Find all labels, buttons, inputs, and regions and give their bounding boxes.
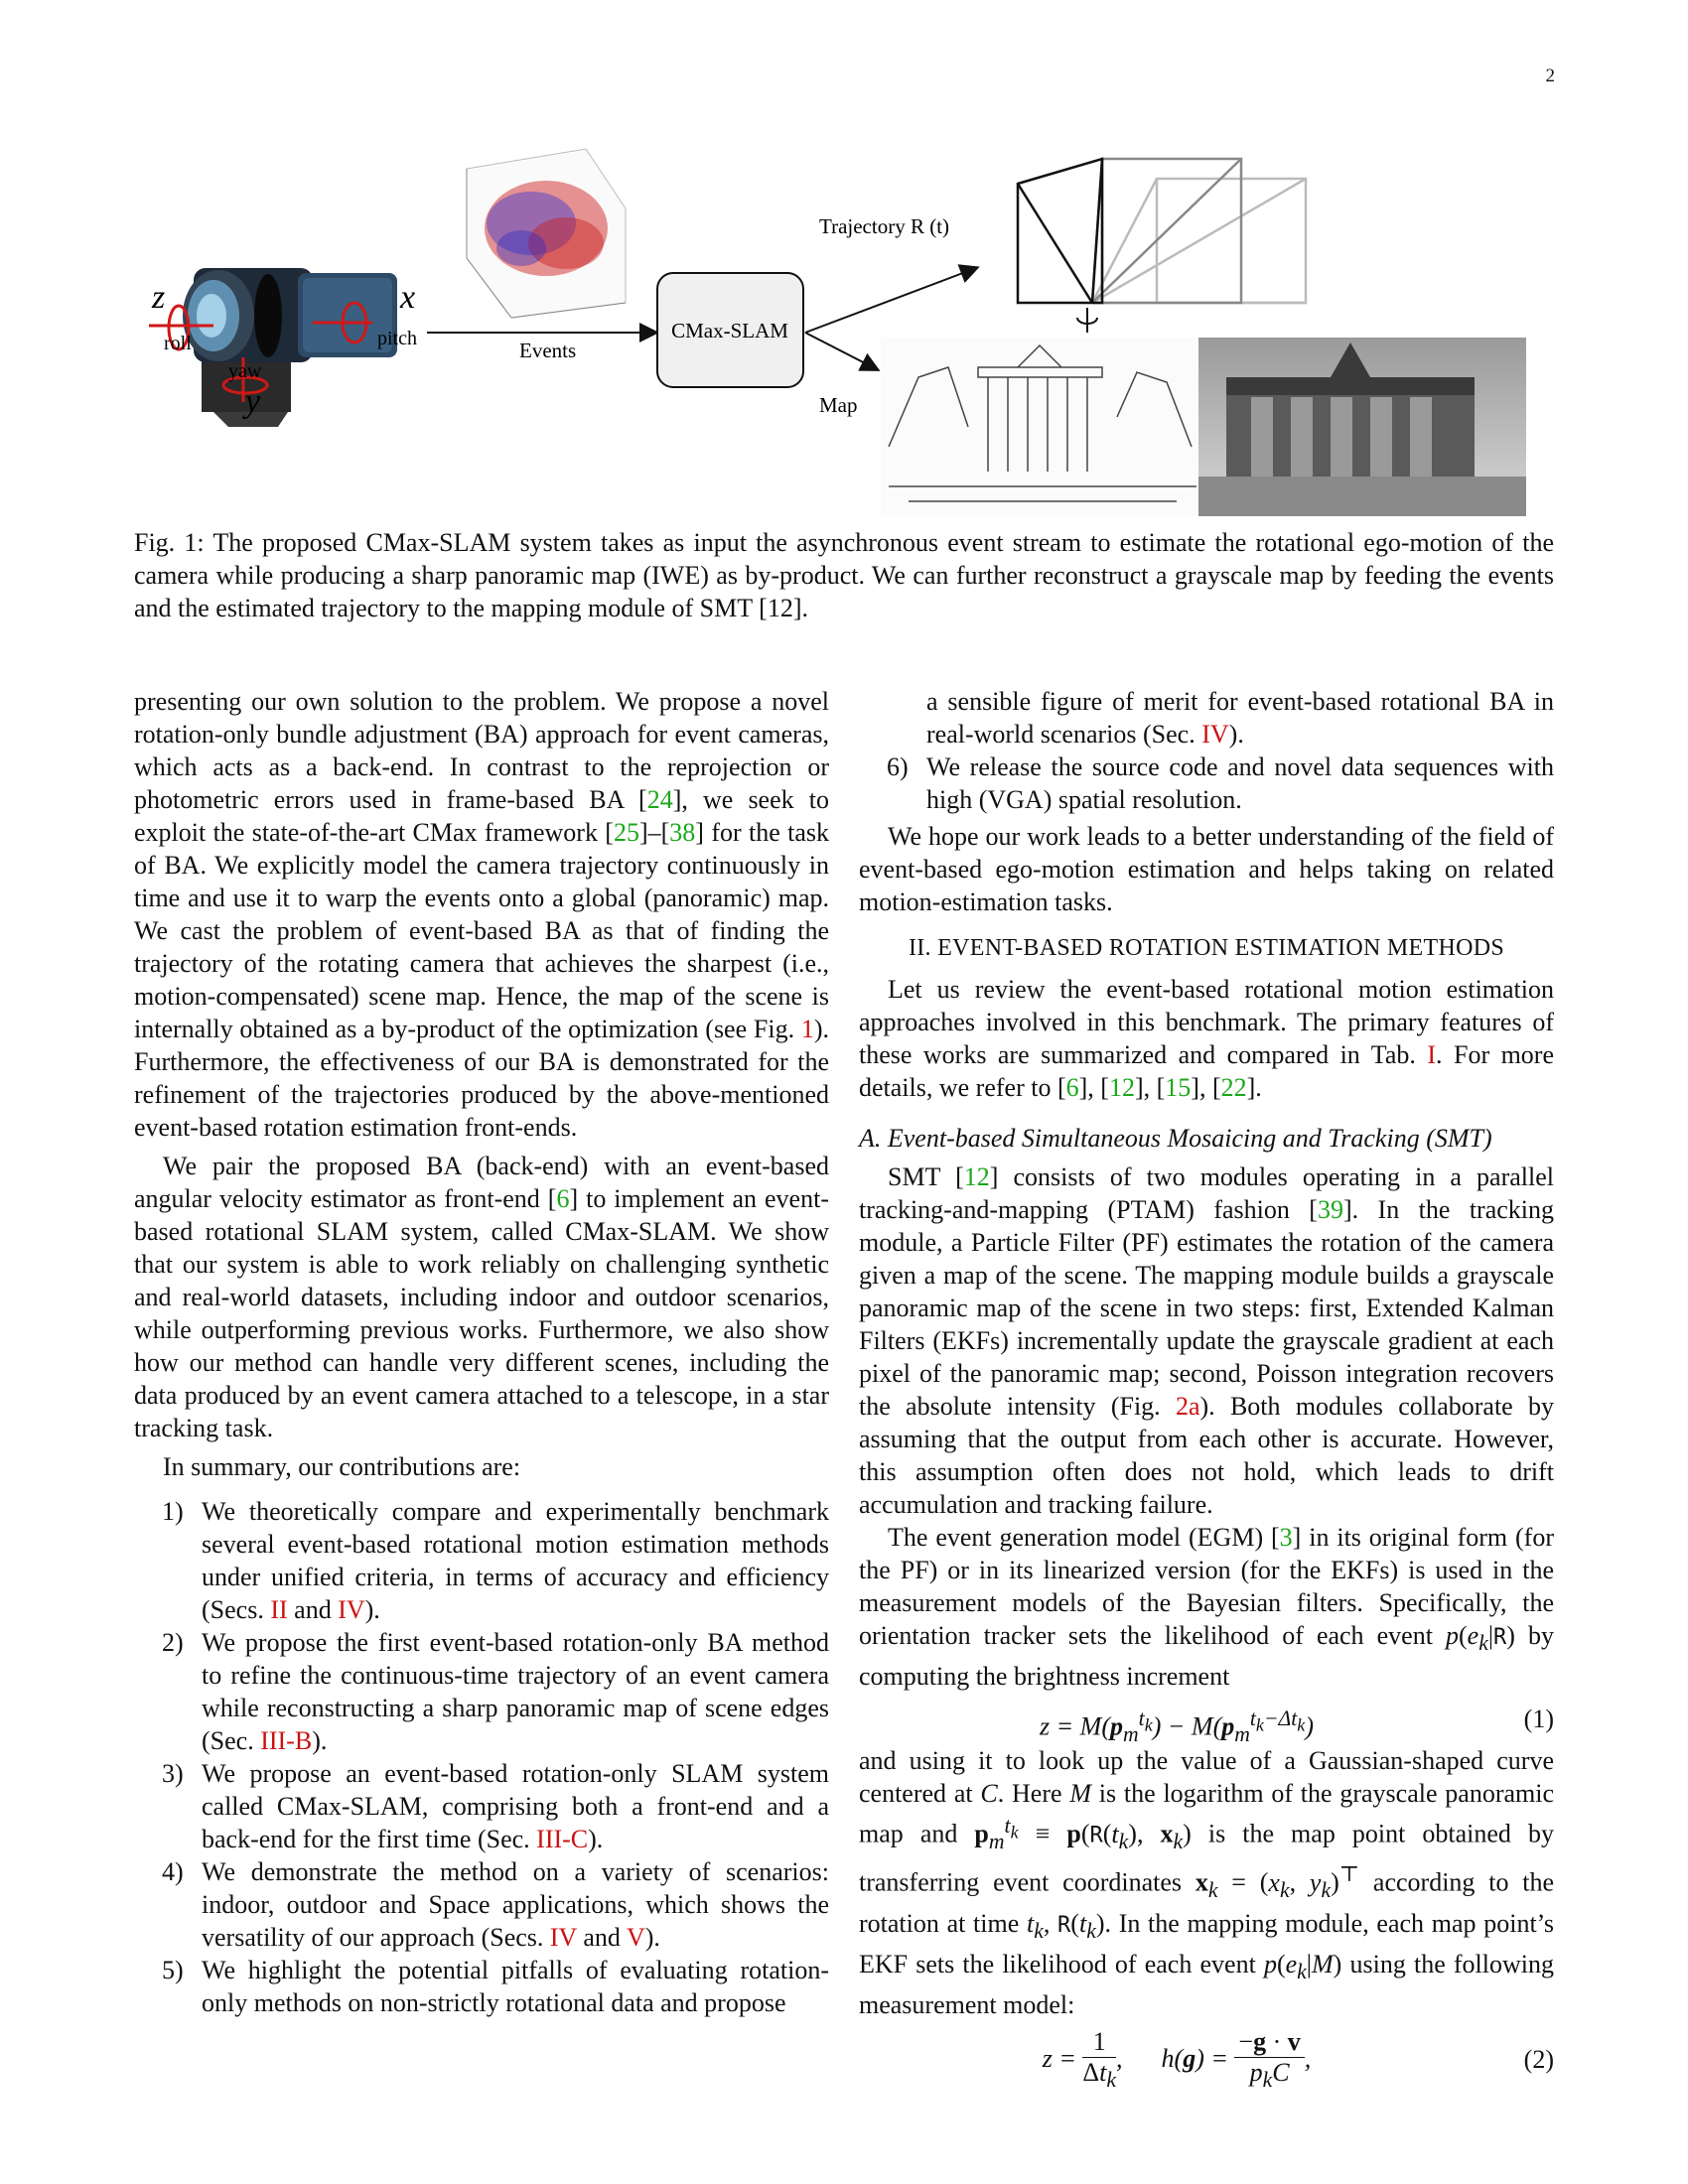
grayscale-panorama [1198,338,1526,516]
list-item: 5) We highlight the potential pitfalls of evaluating rotation-only methods on non-strictly rotational data and propose [162,1956,829,2017]
equation-number: (1) [1523,1705,1554,1734]
figure-caption: Fig. 1: The proposed CMax-SLAM system takes as input the asynchronous event stream to estimate the rotational ego-motion of the camera while producing a sharp panoramic map (IWE) as by-product. We can further reconstruct a grayscale map by feeding the events and the estimated trajectory to the mapping module of SMT [12]. [134,528,1554,622]
axis-label-z: z [152,279,166,316]
citation-link[interactable]: 25 [613,818,639,847]
citation-link[interactable]: 22 [1220,1073,1247,1102]
section-link[interactable]: IV [1201,720,1229,749]
trajectory-frustums [1018,159,1306,333]
subsection-heading: A. Event-based Simultaneous Mosaicing and Tracking (SMT) [859,1124,1492,1153]
paragraph-intro: presenting our own solution to the problem. We propose a novel rotation-only bundle adjustment (BA) approach for event cameras, which acts as a back-end. In contrast to the reprojection or photometric errors used in frame-based BA [24], we seek to exploit the state-of-the-art CMax framework [25]–[38] for the task of BA. We explicitly model the camera trajectory continuously in time and use it to warp the events onto a global (panoramic) map. We cast the problem of event-based BA as that of finding the trajectory of the rotating camera that achieves the sharpest (i.e., motion-compensated) scene map. Hence, the map of the scene is internally obtained as a by-product of the optimization (see Fig. 1). Furthermore, the effectiveness of our BA is demonstrated for the refinement of the trajectories produced by the above-mentioned event-based rotation estimation front-ends. [134,687,830,1142]
map-arrow [805,333,877,369]
citation-link[interactable]: 12 [1108,1073,1135,1102]
paragraph-egm: The event generation model (EGM) [3] in its original form (for the PF) or in its linearized version (for the EKFs) is used in the measurement models of the Bayesian filters. Specifically, the orientation tracker sets the likelihood of each event $p(e_k|R)$ by computing the brightness increment [859,1523,1554,1692]
contributions-list-continued [859,685,1554,816]
motion-label-pitch: pitch [377,328,417,349]
citation-link[interactable]: 39 [1317,1195,1343,1224]
citation-link[interactable]: 38 [669,818,696,847]
cmax-slam-box-label: CMax-SLAM [671,319,788,342]
list-item: 4) We demonstrate the method on a variety of scenarios: indoor, outdoor and Space applications, which shows the versatility of our approach (Secs. IV and V). [162,1857,829,1952]
camera-illustration [183,268,397,427]
list-item: 6) We release the source code and novel data sequences with high (VGA) spatial resolution. [887,752,1554,814]
section-link[interactable]: IV [549,1923,577,1952]
equation-1: $z = M(p_m^{t_k}) - M(p_m^{t_k-\Delta t_k})$ (1) [1040,1705,1554,1747]
equation-2: z = $\frac{1}{\Delta t_k}$ , h(g) = $\frac{-g \cdot v}{p_kC}$ , (2) [1042,2027,1554,2093]
left-column [134,685,829,2019]
trajectory-label: Trajectory R (t) [819,214,950,238]
section-link[interactable]: II [270,1595,288,1624]
figure-link[interactable]: 1 [800,1015,814,1043]
paragraph-smt: SMT [12] consists of two modules operating in a parallel tracking-and-mapping (PTAM) fashion [39]. In the tracking module, a Particle Filter (PF) estimates the rotation of the camera given a map of the scene. The mapping module builds a grayscale panoramic map of the scene in two steps: first, Extended Kalman Filters (EKFs) incrementally update the grayscale gradient at each pixel of the panoramic map; second, Poisson integration recovers the absolute intensity (Fig. 2a). Both modules collaborate by assuming that the output from each other is accurate. However, this assumption often does not hold, which leads to drift accumulation and tracking failure. [859,1162,1554,1519]
map-label: Map [819,393,858,417]
figure-1 [134,129,1554,521]
paragraph-slam: We pair the proposed BA (back-end) with an event-based angular velocity estimator as front-end [6] to implement an event-based rotational SLAM system, called CMax-SLAM. We show that our system is able to work reliably on challenging synthetic and real-world datasets, including indoor and outdoor scenarios, while outperforming previous works. Furthermore, we also show how our method can handle very different scenes, including the data produced by an event camera attached to a telescope, in a star tracking task. [134,1152,829,1442]
list-item: 1) We theoretically compare and experimentally benchmark several event-based rotational motion estimation methods under unified criteria, in terms of accuracy and efficiency (Secs. II and IV). [162,1497,829,1624]
citation-link[interactable]: 3 [1279,1523,1293,1552]
section-link[interactable]: III-C [536,1825,589,1853]
equation-number: (2) [1523,2045,1554,2075]
paragraph-hope: We hope our work leads to a better understanding of the field of event-based ego-motion estimation and helps taking on related motion-estimation tasks. [859,822,1554,916]
paragraph-review: Let us review the event-based rotational motion estimation approaches involved in this benchmark. The primary features of these works are summarized and compared in Tab. I. For more details, we refer to [6], [12], [15], [22]. [859,975,1554,1102]
section-link[interactable]: V [626,1923,645,1952]
section-heading: II. EVENT-BASED ROTATION ESTIMATION METHODS [908,935,1505,961]
list-item: 2) We propose the first event-based rotation-only BA method to refine the continuous-time trajectory of an event camera while reconstructing a sharp panoramic map of scene edges (Sec. III-B). [162,1628,829,1755]
event-cloud-plot [467,149,626,318]
paragraph-gaussian: and using it to look up the value of a Gaussian-shaped curve centered at C. Here M is the logarithm of the grayscale panoramic map and $p_m^{t_k} \equiv p(R(t_k)$, $x_k$) is the map point obtained by transferring event coordinates $x_k = (x_k$, $y_k)^⊤$ according to the rotation at time $t_k$, $R(t_k)$. In the mapping module, each map point’s EKF sets the likelihood of each event $p(e_k|M)$ using the following measurement model: [859,1746,1555,2020]
trajectory-arrow [805,268,976,333]
citation-link[interactable]: 12 [963,1162,990,1191]
section-link[interactable]: IV [338,1595,365,1624]
section-link[interactable]: III-B [260,1726,313,1755]
paragraph-summary: In summary, our contributions are: [163,1452,521,1481]
citation-link[interactable]: 6 [1065,1073,1079,1102]
list-item: a sensible figure of merit for event-based rotational BA in real-world scenarios (Sec. IV). [926,687,1554,749]
citation-link[interactable]: 24 [646,785,673,814]
motion-label-roll: roll [164,333,192,354]
citation-link[interactable]: 15 [1165,1073,1192,1102]
panoramic-iwe-map [881,338,1198,516]
citation-link[interactable]: 6 [556,1184,570,1213]
page-number: 2 [1545,66,1555,86]
axis-label-y: y [245,383,261,420]
events-label: Events [519,339,577,362]
list-item: 3) We propose an event-based rotation-only SLAM system called CMax-SLAM, comprising both a front-end and a back-end for the first time (Sec. III-C). [162,1759,829,1853]
right-column [859,685,1554,2093]
axis-label-x: x [400,279,416,316]
table-link[interactable]: I [1427,1040,1437,1069]
contributions-list [134,1495,829,2019]
motion-label-yaw: yaw [228,360,262,382]
figure-link[interactable]: 2a [1175,1392,1200,1421]
